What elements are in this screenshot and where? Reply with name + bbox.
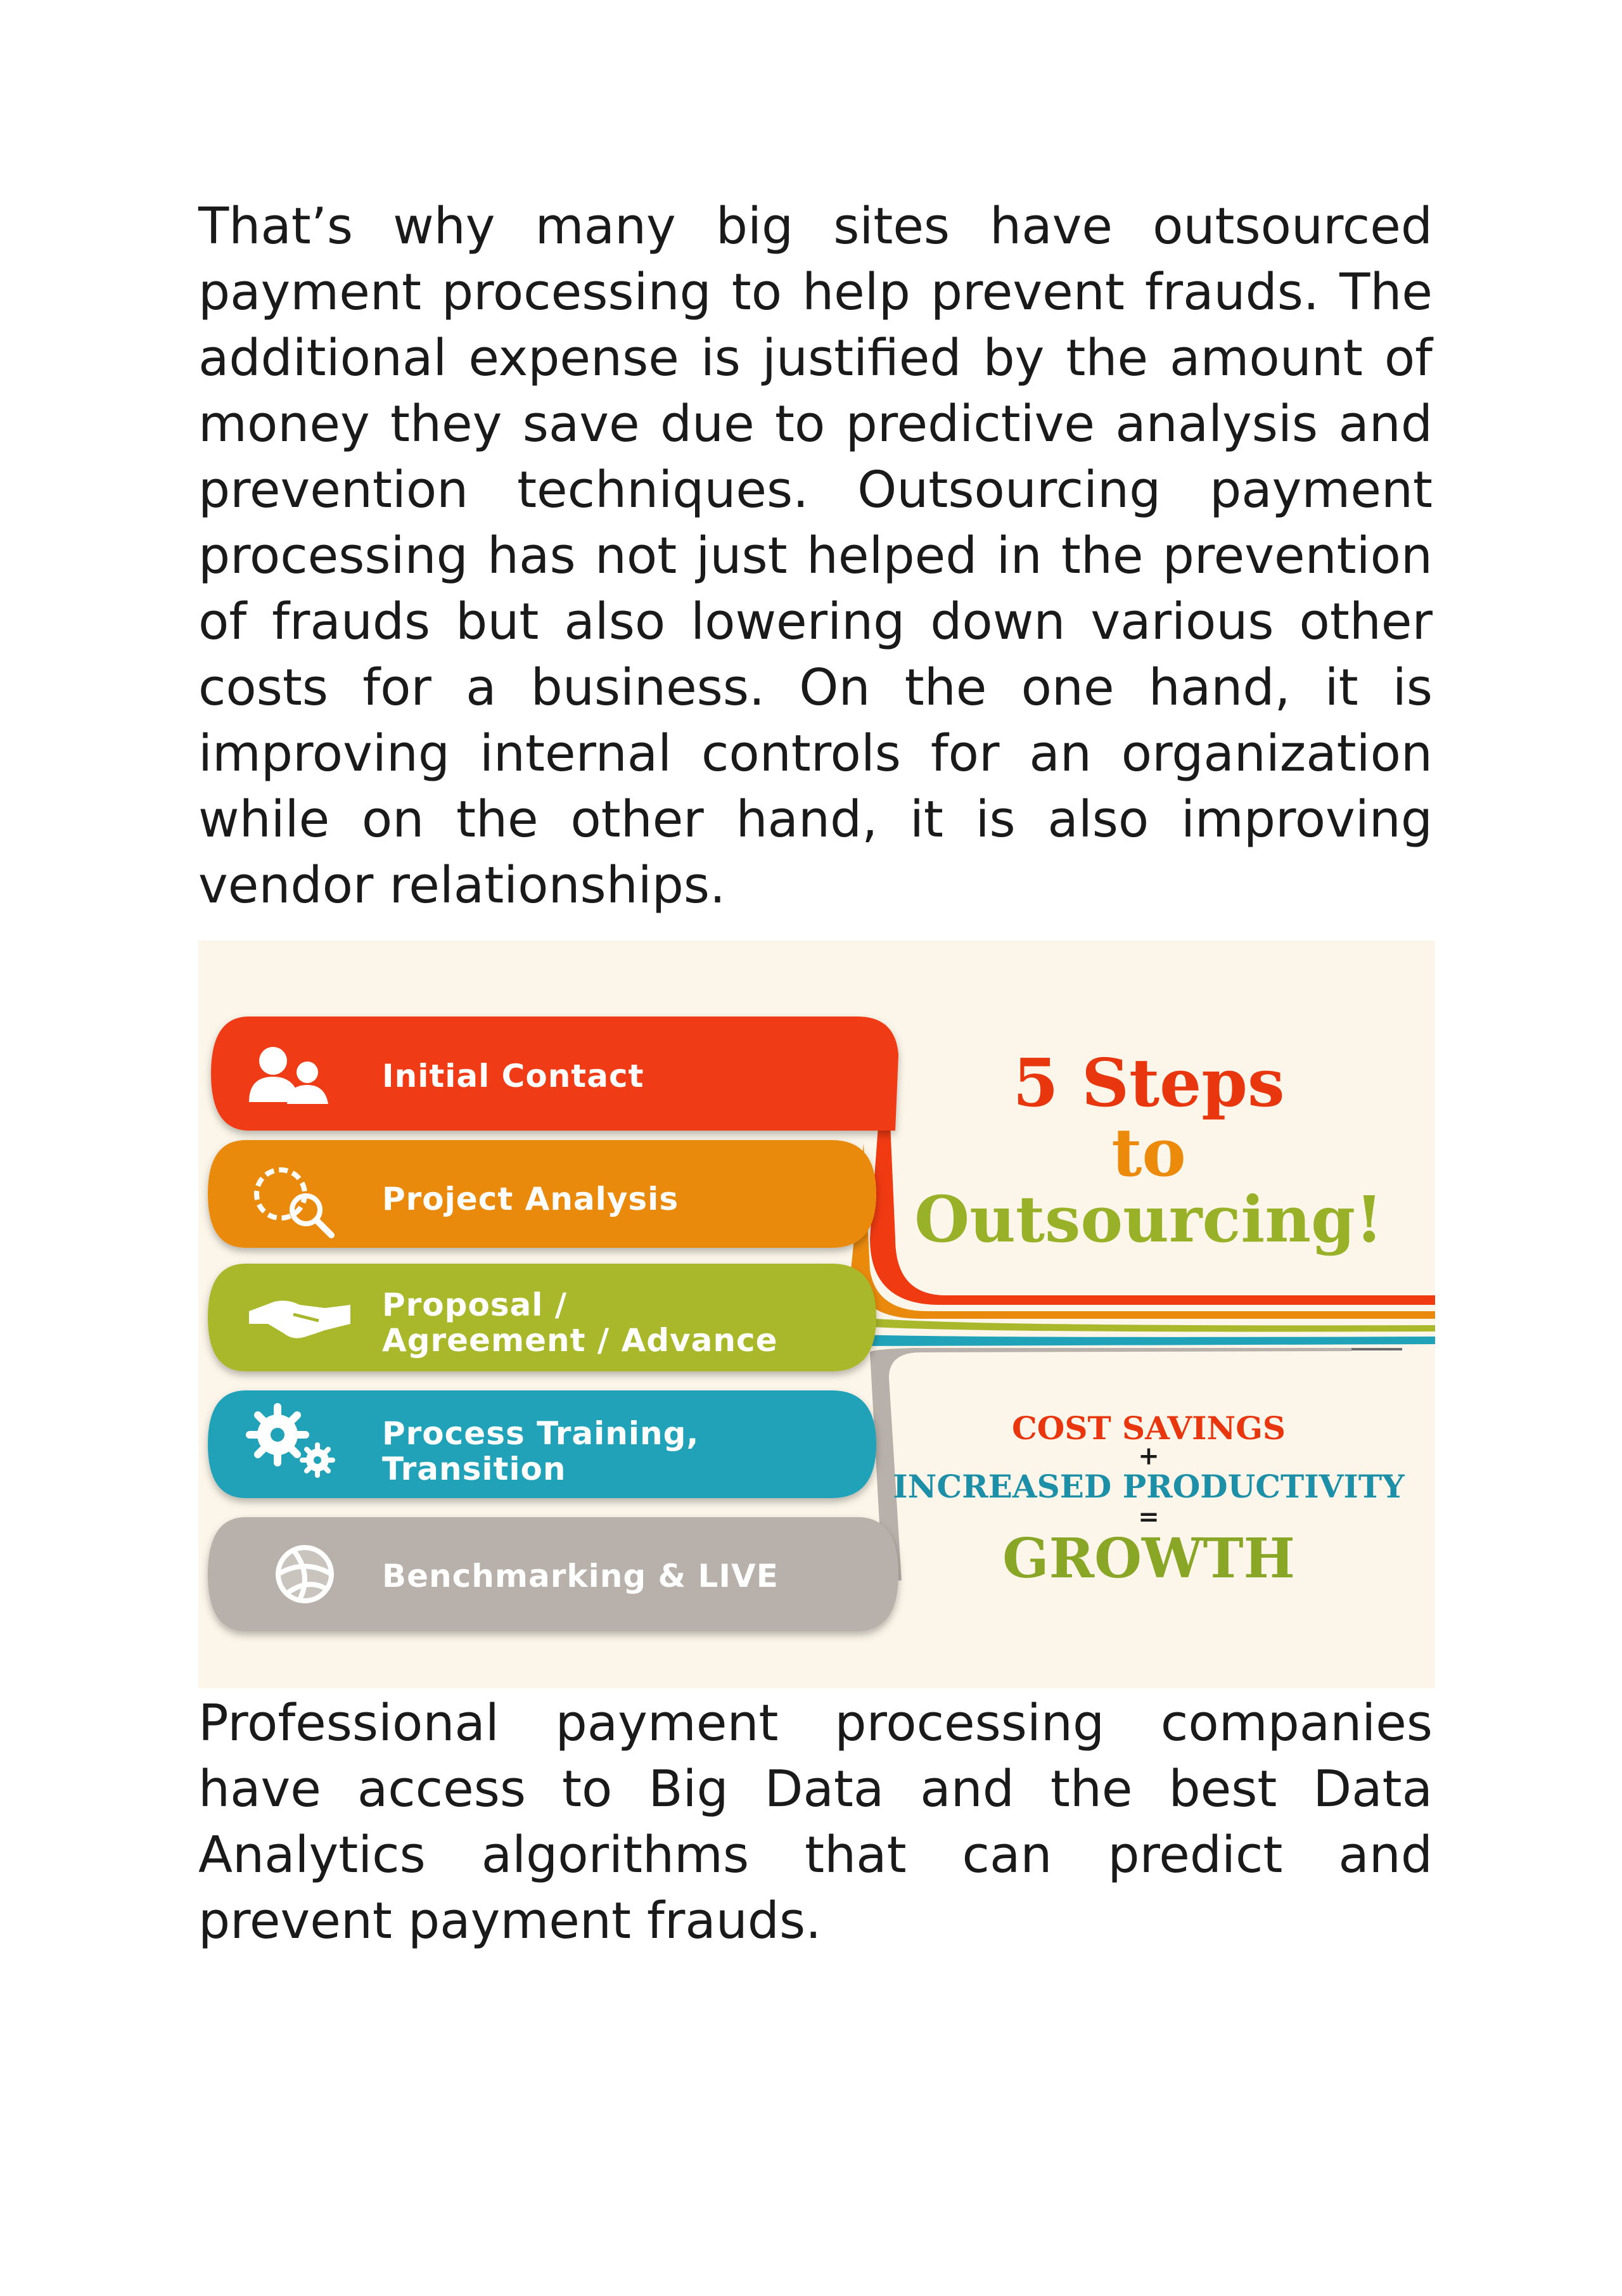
intro-paragraph: That’s why many big sites have outsourced payment processing to help prevent frauds. The additional expense is justified by the amount of money they save due to predictive analysis and prevention techniques. Outsourcing payment processing has not just helped in the prevention of frauds but also lowering down various other costs for a business. On the one hand, it is improving internal controls for an organization while on the other hand, it is also improving vendor relationships. (198, 197, 1433, 914)
step-label-process-training: Process Training, Transition (382, 1415, 699, 1487)
infographic-heading-line-1: 5 Steps (1012, 1044, 1285, 1122)
outsourcing-infographic (198, 940, 1435, 1688)
equation-equals: = (1138, 1502, 1159, 1532)
equation-cost-savings: COST SAVINGS (1011, 1409, 1286, 1447)
equation-plus: + (1138, 1441, 1159, 1471)
closing-paragraph: Professional payment processing companies have access to Big Data and the best Data Analytics algorithms that can predict and prevent payment frauds. (198, 1694, 1433, 1950)
equation-increased-productivity: INCREASED PRODUCTIVITY (893, 1468, 1405, 1505)
step-label-initial-contact: Initial Contact (382, 1058, 644, 1094)
infographic-heading-line-3: Outsourcing! (914, 1182, 1383, 1257)
step-label-proposal: Proposal / Agreement / Advance (382, 1286, 778, 1359)
globe-icon (278, 1548, 331, 1601)
step-label-project-analysis: Project Analysis (382, 1181, 679, 1217)
infographic-heading-line-2: to (1111, 1113, 1186, 1191)
equation-growth: GROWTH (1002, 1527, 1295, 1591)
step-label-benchmarking: Benchmarking & LIVE (382, 1558, 779, 1594)
